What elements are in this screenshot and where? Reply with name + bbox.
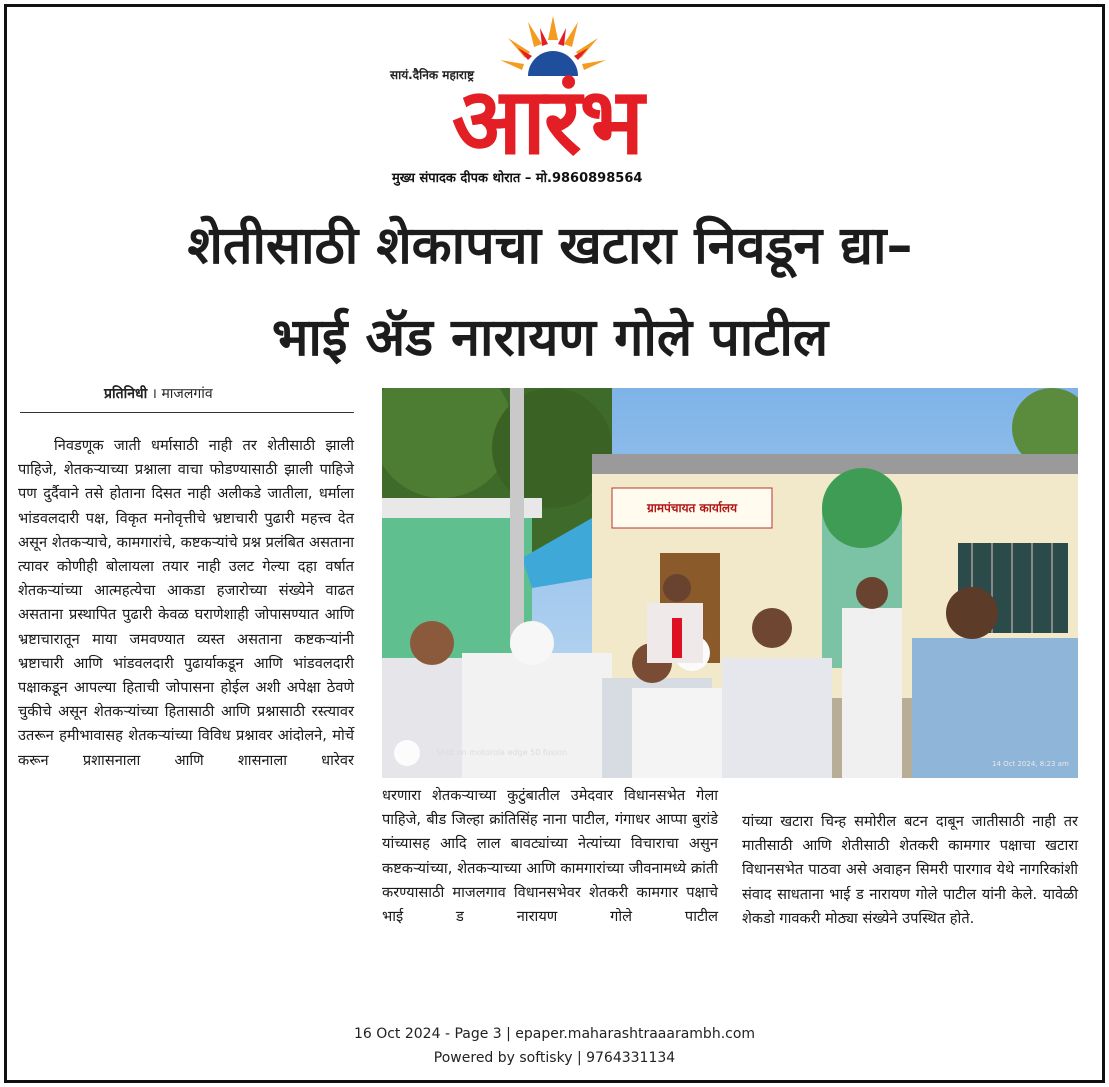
headline-line-1: शेतीसाठी शेकापचा खटारा निवडून द्या– (187, 216, 913, 276)
article-column-1 (18, 434, 354, 773)
motorola-logo-icon (394, 740, 420, 766)
photo-watermark-timestamp: 14 Oct 2024, 8:23 am (992, 760, 1069, 768)
article-paragraph-3: यांच्या खटारा चिन्ह समोरील बटन दाबून जातीसाठी नाही तर मातीसाठी आणि शेतीसाठी शेतकरी कामगार पक्षाचा खटारा विधानसभेत पाठवा असे अवाहन सिमरी पारगाव येथे नागरिकांशी संवाद साधताना भाई ड नारायण गोले पाटील यांनी केले. यावेळी शेकडो गावकरी मोठ्या संख्येने उपस्थित होते. (742, 813, 1078, 927)
article-paragraph-2: धरणारा शेतकऱ्याच्या कुटुंबातील उमेदवार विधानसभेत गेला पाहिजे, बीड जिल्हा क्रांतिसिंह नाना पाटील, गंगाधर आप्पा बुरांडे यांच्यासह आदि लाल बावट्यांच्या नेत्यांच्या विचाराचा असुन कष्टकऱ्यांच्या, शेतकऱ्याच्या आणि कामगारांच्या जीवनामध्ये क्रांती करण्यासाठी माजलगाव विधानसभेवर शेतकरी कामगार पक्षाचे भाई ड नारायण गोले पाटील (382, 787, 718, 926)
photo-watermark-device: Shot on motorola edge 50 fusion (436, 748, 568, 757)
headline-line-2: भाई ॲड नारायण गोले पाटील (271, 308, 829, 368)
newspaper-logo: आरंभ (451, 68, 643, 175)
article-column-2 (382, 784, 718, 929)
byline-separator: । (151, 386, 157, 402)
footer-credits: Powered by softisky | 9764331134 (433, 1050, 676, 1066)
byline-divider (20, 412, 354, 413)
article-column-3 (742, 810, 1078, 931)
article-photo (382, 388, 1078, 778)
village-meeting-photo (382, 388, 1078, 778)
byline (104, 384, 213, 403)
masthead (380, 14, 720, 192)
building-sign: ग्रामपंचायत कार्यालय (646, 501, 738, 515)
headline (20, 200, 1080, 384)
masthead-tagline: सायं.दैनिक महाराष्ट्र (390, 68, 474, 82)
editor-contact-line: मुख्य संपादक दीपक थोरात – मो.9860898564 (392, 171, 643, 186)
article-paragraph-1: निवडणूक जाती धर्मासाठी नाही तर शेतीसाठी झाली पाहिजे, शेतकऱ्याच्या प्रश्नाला वाचा फोडण्यासाठी झाली पाहिजे पण दुर्दैवाने तसे होताना दिसत नाही अलीकडे जातीला, धर्माला भांडवलदारी पक्ष, विकृत मनोवृत्तीचे भ्रष्टाचारी पुढारी महत्त्व देत असून शेतकऱ्याचे, कामगारांचे, कष्टकऱ्यांचे प्रश्न प्रलंबित असताना त्यावर कोणीही बोलायला तयार नाही उलट गेल्या दहा वर्षात शेतकऱ्यांच्या आत्महत्येचा आकडा हजारोच्या संख्येने वाढत असताना प्रस्थापित पुढारी केवळ घराणेशाही जोपासण्यात आणि भ्रष्टाचारातून माया जमवण्यात व्यस्त असताना कष्टकऱ्यांनी भ्रष्टाचारी आणि भांडवलदारी पुढार्याकडून आणि भांडवलदारी पक्षाकडून आपल्या हिताची जोपासना होईल अशी अपेक्षा ठेवणे चुकीचे असून शेतकऱ्यांच्या हितासाठी आणि प्रश्नासाठी रस्त्यावर उतरून हमीभावासह शेतकऱ्यांच्या विविध प्रश्नावर आंदोलने, मोर्चे करून प्रशासनाला आणि शासनाला धारेवर (18, 437, 354, 769)
byline-author: प्रतिनिधी (104, 386, 148, 402)
footer-date-url: 16 Oct 2024 - Page 3 | epaper.maharashtraaarambh.com (353, 1026, 756, 1042)
byline-place: माजलगांव (161, 386, 213, 402)
